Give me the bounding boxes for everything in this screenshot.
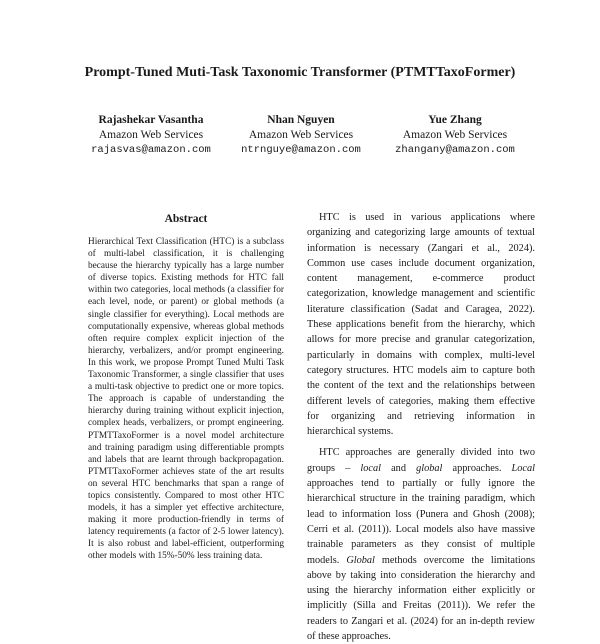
author-email: ntrnguye@amazon.com	[241, 144, 361, 156]
author-email: zhangany@amazon.com	[395, 144, 515, 156]
abstract-text: Hierarchical Text Classification (HTC) is a subclass of multi-label classification, it is challenging because the hierarchy typically has a large number of diverse topics. Existing methods for HTC fall within two categories, local methods (a classifier for each level, node, or parent) or global methods (a single classifier for everything). Local methods are computationally expensive, whereas global methods often require complex explicit injection of the hierarchy, verbalizers, and/or prompt engineering. In this work, we propose Prompt Tuned Multi Task Taxonomic Transformer, a single classifier that uses a multi-task objective to predict one or more topics. The approach is capable of understanding the hierarchy during training without explicit injection, complex heads, verbalizers, or prompt engineering. PTMTTaxoFormer is a novel model architecture and training paradigm using differentiable prompts and labels that are learnt through backpropagation. PTMTTaxoFormer achieves state of the art results on several HTC benchmarks that span a range of topics consistently. Compared to most other HTC models, it has a simpler yet effective architecture, making it more production-friendly in terms of latency requirements (a factor of 2-5 lower latency). It is also robust and label-efficient, outperforming other models with 15%-50% less training data.	[88, 237, 284, 562]
abstract-heading: Abstract	[164, 213, 208, 225]
author-block	[370, 112, 540, 158]
author-affiliation: Amazon Web Services	[402, 129, 508, 141]
term-local: local	[360, 462, 381, 474]
author-affiliation: Amazon Web Services	[98, 129, 204, 141]
author-email: rajasvas@amazon.com	[91, 144, 211, 156]
term-local-capitalized: Local	[511, 462, 535, 474]
intro-column	[307, 210, 535, 644]
author-affiliation: Amazon Web Services	[248, 129, 354, 141]
paper-title: Prompt-Tuned Muti-Task Taxonomic Transformer (PTMTTaxoFormer)	[84, 65, 516, 80]
author-name: Rajashekar Vasantha	[98, 114, 204, 126]
author-name: Nhan Nguyen	[267, 114, 335, 126]
intro-paragraph-2: HTC approaches are generally divided into two groups – local and global approaches. Local approaches tend to partially or fully ignore the hierarchical structure in the training paradigm, which lead to information loss (Punera and Ghosh (2008); Cerri et al. (2011)). Local models also have massive trainable parameters as they consist of multiple models. Global methods overcome the limitations above by taking into consideration the hierarchy and using the hierarchy information either explicitly or implicitly (Silla and Freitas (2011)). We refer the readers to Zangari et al. (2024) for an in-depth review of these approaches.	[307, 447, 535, 643]
author-block	[66, 112, 236, 158]
intro-paragraph-1: HTC is used in various applications where organizing and categorizing large amounts of textual information is necessary (Zangari et al., 2024). Common use cases include document organization, content management, e-commerce product categorization, knowledge management and scientific literature classification (Sadat and Caragea, 2022). These applications benefit from the hierarchy, which allows for more precise and granular categorization, particularly in domains with complex, multi-level category structures. HTC models aim to capture both the content of the text and the relationships between different levels of categories, making them effective for organizing and retrieving information in hierarchical systems.	[307, 212, 535, 438]
term-global: global	[416, 462, 443, 474]
author-name: Yue Zhang	[428, 114, 482, 126]
author-block	[216, 112, 386, 158]
term-global-capitalized: Global	[346, 554, 375, 566]
